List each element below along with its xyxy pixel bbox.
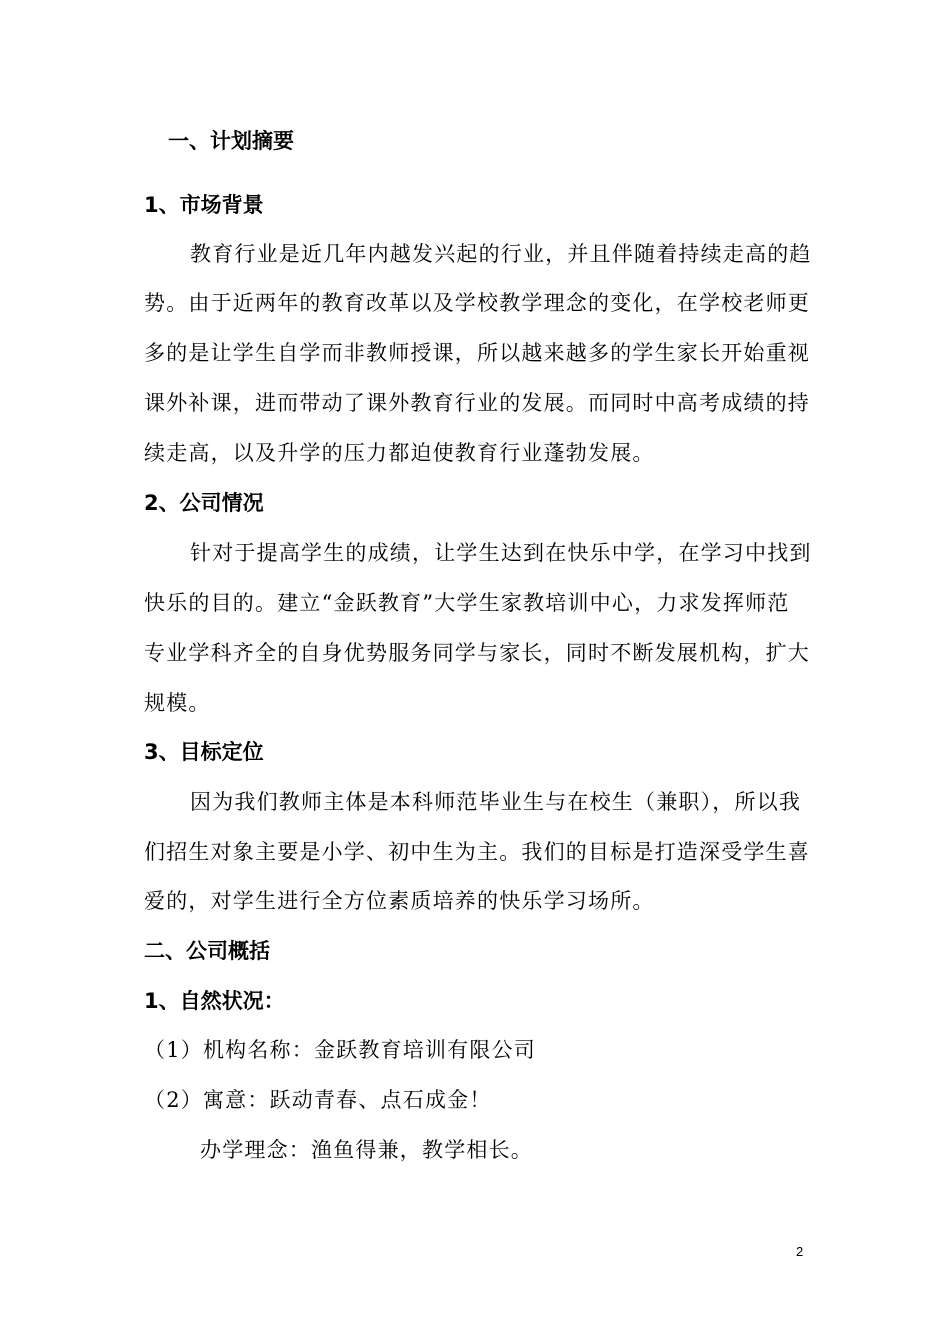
paragraph-line: 们招生对象主要是小学、初中生为主。我们的目标是打造深受学生喜: [144, 840, 810, 864]
paragraph-line: 多的是让学生自学而非教师授课，所以越来越多的学生家长开始重视: [144, 341, 810, 365]
paragraph-line: 因为我们教师主体是本科师范毕业生与在校生（兼职），所以我: [190, 790, 802, 814]
paragraph-line: 势。由于近两年的教育改革以及学校教学理念的变化，在学校老师更: [144, 291, 810, 315]
subsection-heading-company-situation: 2、公司情况: [144, 491, 264, 515]
subsection-heading-natural-status: 1、自然状况：: [144, 989, 285, 1013]
paragraph-line: 专业学科齐全的自身优势服务同学与家长，同时不断发展机构，扩大: [144, 641, 810, 665]
list-item-philosophy: 办学理念：渔鱼得兼，教学相长。: [200, 1138, 533, 1162]
paragraph-line: 规模。: [144, 691, 211, 715]
paragraph-line: 爱的，对学生进行全方位素质培养的快乐学习场所。: [144, 889, 655, 913]
paragraph-line: 教育行业是近几年内越发兴起的行业，并且伴随着持续走高的趋: [190, 242, 812, 266]
paragraph-line: 针对于提高学生的成绩，让学生达到在快乐中学，在学习中找到: [190, 541, 812, 565]
list-item-institution-name: （1）机构名称：金跃教育培训有限公司: [144, 1038, 536, 1062]
page-number: 2: [796, 1244, 804, 1259]
paragraph-line: 续走高，以及升学的压力都迫使教育行业蓬勃发展。: [144, 441, 655, 465]
paragraph-line: 课外补课，进而带动了课外教育行业的发展。而同时中高考成绩的持: [144, 391, 810, 415]
section-title-company-overview: 二、公司概括: [144, 939, 270, 963]
subsection-heading-target-positioning: 3、目标定位: [144, 740, 264, 764]
subsection-heading-market-background: 1、市场背景: [144, 193, 264, 217]
section-title-plan-summary: 一、计划摘要: [168, 129, 294, 153]
paragraph-line: 快乐的目的。建立“金跃教育”大学生家教培训中心，力求发挥师范: [144, 591, 790, 615]
list-item-meaning: （2）寓意：跃动青春、点石成金！: [144, 1088, 492, 1112]
